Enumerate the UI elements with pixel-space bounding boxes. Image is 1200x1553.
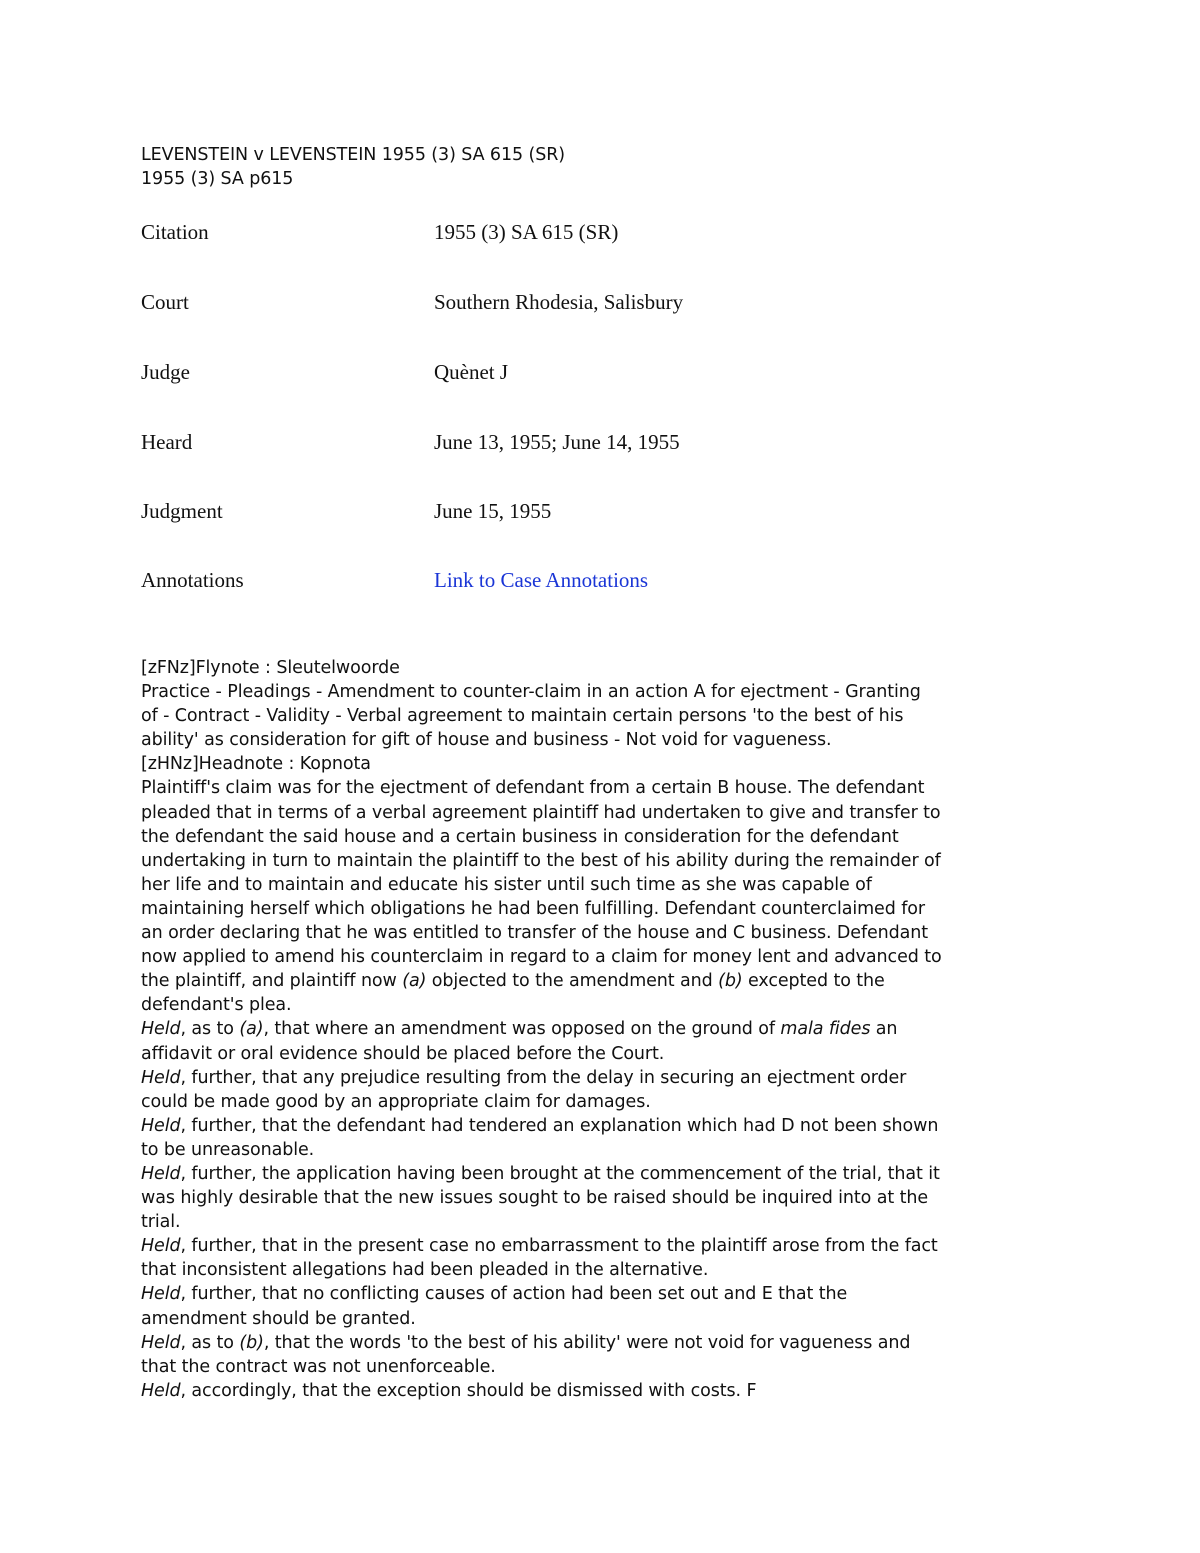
text-line: defendant's plea. (141, 995, 292, 1016)
text-fragment: , that where an amendment was opposed on the ground of (263, 1019, 781, 1040)
text-fragment: mala fides (780, 1019, 871, 1040)
case-title: LEVENSTEIN v LEVENSTEIN 1955 (3) SA 615 (SR) (141, 145, 566, 165)
text-fragment: (a) (402, 971, 427, 992)
text-fragment: , further, that in the present case no embarrassment to the plaintiff arose from the fact (180, 1236, 938, 1257)
meta-value: June 13, 1955; June 14, 1955 (434, 430, 680, 454)
flynote-text (141, 680, 1059, 752)
meta-row-citation (141, 220, 1041, 248)
held-label: Held (141, 1067, 181, 1088)
text-line: now applied to amend his counterclaim in regard to a claim for money lent and advanced to (141, 947, 942, 968)
text-line (141, 969, 1059, 993)
case-annotations-link[interactable]: Link to Case Annotations (434, 568, 649, 592)
text-line (141, 1066, 1059, 1090)
text-line: her life and to maintain and educate his sister until such time as she was capable of (141, 874, 872, 895)
held-paragraph (141, 1331, 1059, 1379)
meta-label: Court (141, 290, 189, 314)
page-reference: 1955 (3) SA p615 (141, 169, 294, 189)
text-line: undertaking in turn to maintain the plaintiff to the best of his ability during the remainder of (141, 850, 941, 871)
text-fragment: , further, that any prejudice resulting from the delay in securing an ejectment order (180, 1067, 907, 1088)
held-label: Held (141, 1332, 181, 1353)
held-label: Held (141, 1284, 181, 1305)
held-paragraph (141, 1162, 1059, 1234)
text-line (141, 1162, 1059, 1186)
meta-label: Annotations (141, 568, 244, 592)
text-fragment: , further, the application having been brought at the commencement of the trial, that it (180, 1163, 940, 1184)
text-line: ability' as consideration for gift of house and business - Not void for vagueness. (141, 730, 832, 751)
meta-value: Southern Rhodesia, Salisbury (434, 290, 684, 314)
headnote-text (141, 776, 1059, 1017)
held-label: Held (141, 1236, 181, 1257)
text-line (141, 1331, 1059, 1355)
meta-row-judge (141, 360, 1041, 388)
text-fragment: (b) (718, 971, 743, 992)
text-line: Practice - Pleadings - Amendment to counter-claim in an action A for ejectment - Granting (141, 682, 921, 703)
text-line: the defendant the said house and a certain business in consideration for the defendant (141, 826, 899, 847)
text-line: amendment should be granted. (141, 1308, 416, 1329)
text-line: was highly desirable that the new issues sought to be raised should be inquired into at the (141, 1188, 929, 1209)
text-line: to be unreasonable. (141, 1139, 315, 1160)
held-paragraph (141, 1379, 1059, 1403)
meta-value: June 15, 1955 (434, 499, 552, 523)
text-line: maintaining herself which obligations he had been fulfilling. Defendant counterclaimed for (141, 898, 925, 919)
held-paragraph (141, 1017, 1059, 1065)
text-fragment: objected to the amendment and (426, 971, 719, 992)
held-paragraph (141, 1066, 1059, 1114)
held-label: Held (141, 1380, 181, 1401)
meta-row-court (141, 290, 1041, 318)
text-line: Plaintiff's claim was for the ejectment of defendant from a certain B house. The defendant (141, 778, 925, 799)
text-line (141, 1114, 1059, 1138)
text-fragment: , accordingly, that the exception should be dismissed with costs. F (180, 1380, 757, 1401)
meta-row-judgment (141, 499, 1041, 527)
meta-label: Judge (141, 360, 190, 384)
text-fragment: the plaintiff, and plaintiff now (141, 971, 403, 992)
held-paragraph (141, 1282, 1059, 1330)
text-line (141, 1282, 1059, 1306)
held-label: Held (141, 1163, 181, 1184)
text-line (141, 1017, 1059, 1041)
text-line (141, 1234, 1059, 1258)
meta-label: Heard (141, 430, 193, 454)
meta-label: Citation (141, 220, 209, 244)
text-fragment: , further, that the defendant had tendered an explanation which had D not been shown (180, 1115, 939, 1136)
text-fragment: excepted to the (742, 971, 885, 992)
text-fragment: (a) (239, 1019, 264, 1040)
text-fragment: , further, that no conflicting causes of action had been set out and E that the (180, 1284, 848, 1305)
text-fragment: , as to (180, 1332, 240, 1353)
text-line: could be made good by an appropriate claim for damages. (141, 1091, 651, 1112)
headnote-heading: [zHNz]Headnote : Kopnota (141, 754, 371, 775)
text-fragment: an (870, 1019, 898, 1040)
held-paragraph (141, 1114, 1059, 1162)
case-header (141, 143, 1041, 191)
held-label: Held (141, 1019, 181, 1040)
held-paragraphs (141, 1017, 1059, 1403)
meta-value: Quènet J (434, 360, 509, 384)
case-body (141, 656, 1059, 1403)
text-line (141, 1379, 1059, 1403)
held-paragraph (141, 1234, 1059, 1282)
text-line: that the contract was not unenforceable. (141, 1356, 496, 1377)
text-line: affidavit or oral evidence should be placed before the Court. (141, 1043, 665, 1064)
meta-row-heard (141, 430, 1041, 458)
text-line: of - Contract - Validity - Verbal agreement to maintain certain persons 'to the best of his (141, 706, 904, 727)
text-line: trial. (141, 1212, 181, 1233)
text-fragment: , that the words 'to the best of his ability' were not void for vagueness and (263, 1332, 911, 1353)
flynote-heading: [zFNz]Flynote : Sleutelwoorde (141, 658, 400, 678)
text-line: pleaded that in terms of a verbal agreement plaintiff had undertaken to give and transfer to (141, 802, 941, 823)
text-line: an order declaring that he was entitled to transfer of the house and C business. Defendant (141, 923, 929, 944)
meta-row-annotations (141, 568, 1041, 596)
text-line: that inconsistent allegations had been pleaded in the alternative. (141, 1260, 709, 1281)
text-fragment: (b) (239, 1332, 264, 1353)
text-fragment: , as to (180, 1019, 240, 1040)
meta-value: 1955 (3) SA 615 (SR) (434, 220, 619, 244)
held-label: Held (141, 1115, 181, 1136)
meta-label: Judgment (141, 499, 223, 523)
